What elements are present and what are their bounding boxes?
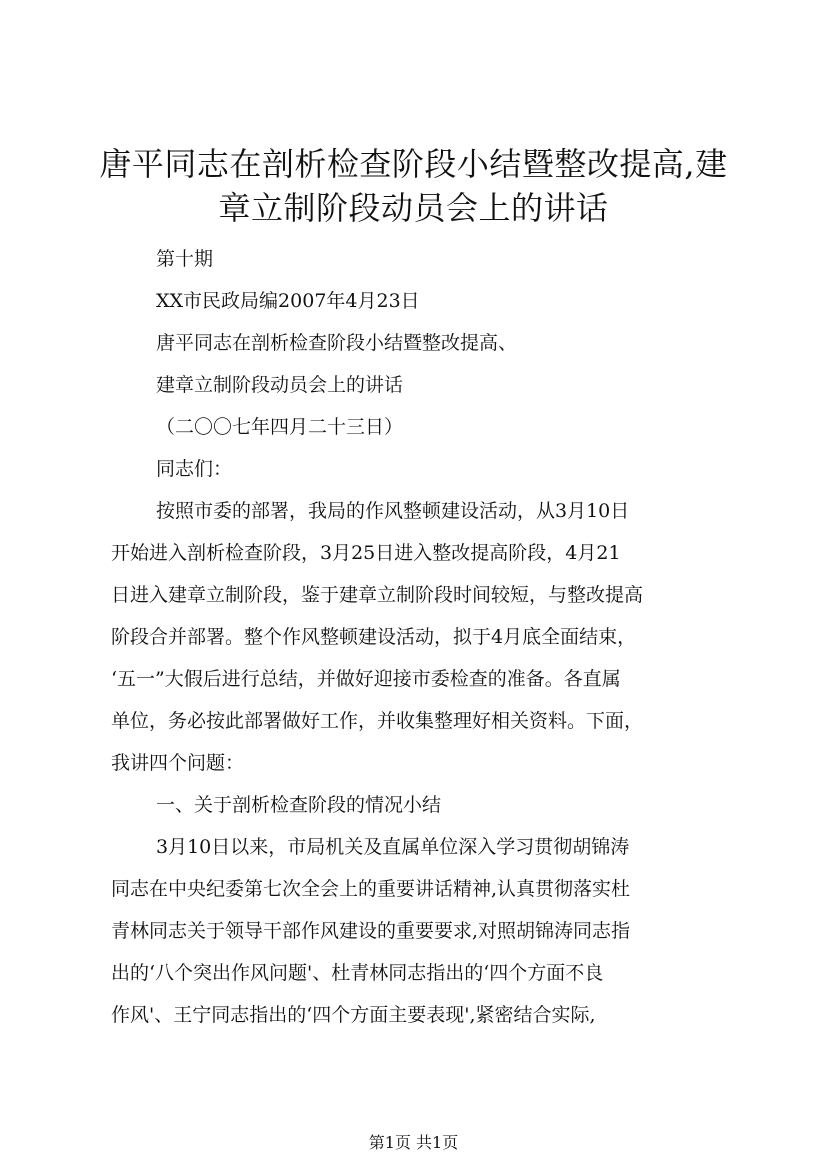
- paragraph-line: ‘五一”大假后进行总结，并做好迎接市委检查的准备。各直属: [111, 668, 621, 690]
- publisher-date-line: XX市民政局编2007年4月23日: [156, 290, 420, 312]
- paragraph-line: 青林同志关于领导干部作风建设的重要要求,对照胡锦涛同志指: [111, 920, 631, 942]
- speech-title-line-2: 建章立制阶段动员会上的讲话: [156, 374, 404, 396]
- page-footer: 第1页 共1页: [368, 1133, 459, 1152]
- paragraph-line: 开始进入剖析检查阶段，3月25日进入整改提高阶段，4月21: [111, 542, 621, 564]
- paragraph-line: 单位，务必按此部署做好工作，并收集整理好相关资料。下面，: [111, 710, 644, 732]
- issue-number: 第十期: [156, 248, 214, 270]
- paragraph-line: 日进入建章立制阶段，鉴于建章立制阶段时间较短，与整改提高: [111, 584, 644, 606]
- paragraph-line: 按照市委的部署，我局的作风整顿建设活动，从3月10日: [156, 500, 630, 522]
- title-line-2: 章立制阶段动员会上的讲话: [218, 189, 609, 227]
- paragraph-line: 出的‘八个突出作风问题'、杜青林同志指出的‘四个方面不良: [111, 962, 604, 984]
- paragraph-line: 我讲四个问题：: [111, 752, 245, 774]
- speech-date: （二〇〇七年四月二十三日）: [156, 416, 404, 438]
- speech-title-line-1: 唐平同志在剖析检查阶段小结暨整改提高、: [156, 332, 518, 354]
- title-line-1: 唐平同志在剖析检查阶段小结暨整改提高,建: [99, 145, 728, 183]
- document-body: [111, 238, 731, 1036]
- salutation: 同志们：: [156, 458, 233, 480]
- paragraph-line: 作风'、王宁同志指出的‘四个方面主要表现',紧密结合实际,: [111, 1004, 596, 1026]
- paragraph-line: 阶段合并部署。整个作风整顿建设活动，拟于4月底全面结束，: [111, 626, 637, 648]
- paragraph-line: 同志在中央纪委第七次全会上的重要讲话精神,认真贯彻落实杜: [111, 878, 631, 900]
- section-heading: 一、关于剖析检查阶段的情况小结: [156, 794, 442, 816]
- document-title: [70, 142, 757, 230]
- paragraph-line: 3月10日以来，市局机关及直属单位深入学习贯彻胡锦涛: [156, 836, 630, 858]
